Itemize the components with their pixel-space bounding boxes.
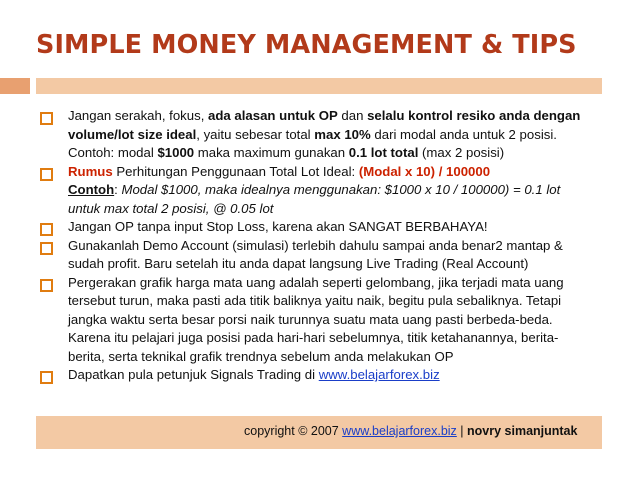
tip-bold-text: max 10% xyxy=(314,126,371,142)
footer-copyright: copyright © 2007 xyxy=(244,424,343,438)
tip-text: , yaitu sebesar total xyxy=(196,126,315,142)
tip-line xyxy=(68,274,616,293)
tip-text: dan xyxy=(337,108,368,123)
bullet-square-icon xyxy=(40,112,53,125)
tip-bold-text: selalu kontrol resiko anda dengan xyxy=(367,108,581,123)
tip-line xyxy=(68,218,616,237)
tip-line xyxy=(68,348,616,367)
footer-author: novry simanjuntak xyxy=(467,424,578,438)
tip-line xyxy=(68,126,616,145)
tip-line xyxy=(68,163,616,182)
bullet-square-icon xyxy=(40,168,53,181)
tip-text: Pergerakan grafik harga mata uang adalah seperti gelombang, jika terjadi mata uang xyxy=(68,274,564,290)
tip-item xyxy=(68,274,616,367)
tip-bold-text: volume/lot size ideal xyxy=(68,126,197,142)
bullet-square-icon xyxy=(40,279,53,292)
bullet-square-icon xyxy=(40,242,53,255)
tip-item xyxy=(68,163,616,219)
footer-link[interactable]: www.belajarforex.biz xyxy=(342,424,457,438)
tip-text: Jangan OP tanpa input Stop Loss, karena akan SANGAT BERBAHAYA! xyxy=(68,219,488,234)
tip-text: tersebut turun, maka pasti ada titik baliknya yaitu naik, begitu pula sebaliknya. Tetapi xyxy=(68,293,562,308)
tip-text: maka maximum gunakan xyxy=(194,145,349,160)
tip-item xyxy=(68,107,616,163)
bullet-square-icon xyxy=(40,371,53,384)
tip-item xyxy=(68,366,616,385)
bullet-square-icon xyxy=(40,223,53,236)
footer xyxy=(244,424,577,438)
tip-italic-text: untuk max total 2 posisi, @ 0.05 lot xyxy=(68,200,274,216)
tip-line xyxy=(68,144,616,163)
tip-text: sudah profit. Baru setelah itu anda dapat langsung Live Trading (Real Account) xyxy=(68,256,529,271)
tip-line xyxy=(68,311,616,330)
tip-text: dari modal anda untuk 2 posisi. xyxy=(370,126,557,142)
header-band xyxy=(36,78,602,94)
tip-text: Contoh: modal xyxy=(68,145,158,160)
tip-item xyxy=(68,237,616,274)
tip-line xyxy=(68,292,616,311)
tip-text: Gunakanlah Demo Account (simulasi) terlebih dahulu sampai anda benar2 mantap & xyxy=(68,237,563,253)
tips-list xyxy=(68,107,616,385)
tip-line xyxy=(68,181,616,200)
tip-text: : xyxy=(114,182,122,197)
tip-text: jangka waktu serta besar porsi naik turunnya suatu mata uang pasti berbeda-beda. xyxy=(68,311,553,327)
tip-link[interactable]: www.belajarforex.biz xyxy=(318,367,440,382)
tip-text: Perhitungan Penggunaan Total Lot Ideal: xyxy=(112,163,359,179)
tip-line xyxy=(68,237,616,256)
tip-item xyxy=(68,218,616,237)
tip-text: Karena itu pelajari juga posisi pada hari-hari sebelumnya, titik ketahanannya, berita- xyxy=(68,330,559,345)
tip-text: berita, serta teknikal grafik trendnya sebelum anda melakukan OP xyxy=(68,348,454,364)
tip-line xyxy=(68,107,616,126)
header-band-accent xyxy=(0,78,30,94)
tip-text: (max 2 posisi) xyxy=(418,145,505,160)
footer-separator: | xyxy=(456,424,468,438)
tip-italic-text: Modal $1000, maka idealnya menggunakan: $1000 x 10 / 100000) = 0.1 lot xyxy=(121,182,561,197)
tip-text: Dapatkan pula petunjuk Signals Trading di xyxy=(68,367,319,382)
tip-line xyxy=(68,200,616,219)
tip-highlight-text: Rumus xyxy=(68,163,113,179)
tip-line xyxy=(68,366,616,385)
tip-line xyxy=(68,255,616,274)
footer-band xyxy=(36,416,602,449)
tip-label-text: Contoh xyxy=(68,182,115,197)
tip-highlight-text: (Modal x 10) / 100000 xyxy=(358,163,491,179)
page-title: SIMPLE MONEY MANAGEMENT & TIPS xyxy=(36,30,577,60)
tip-bold-text: 0.1 lot total xyxy=(348,145,419,160)
tip-bold-text: $1000 xyxy=(157,145,195,160)
tip-line xyxy=(68,329,616,348)
tip-text: Jangan serakah, fokus, xyxy=(68,108,209,123)
tip-bold-text: ada alasan untuk OP xyxy=(208,108,338,123)
